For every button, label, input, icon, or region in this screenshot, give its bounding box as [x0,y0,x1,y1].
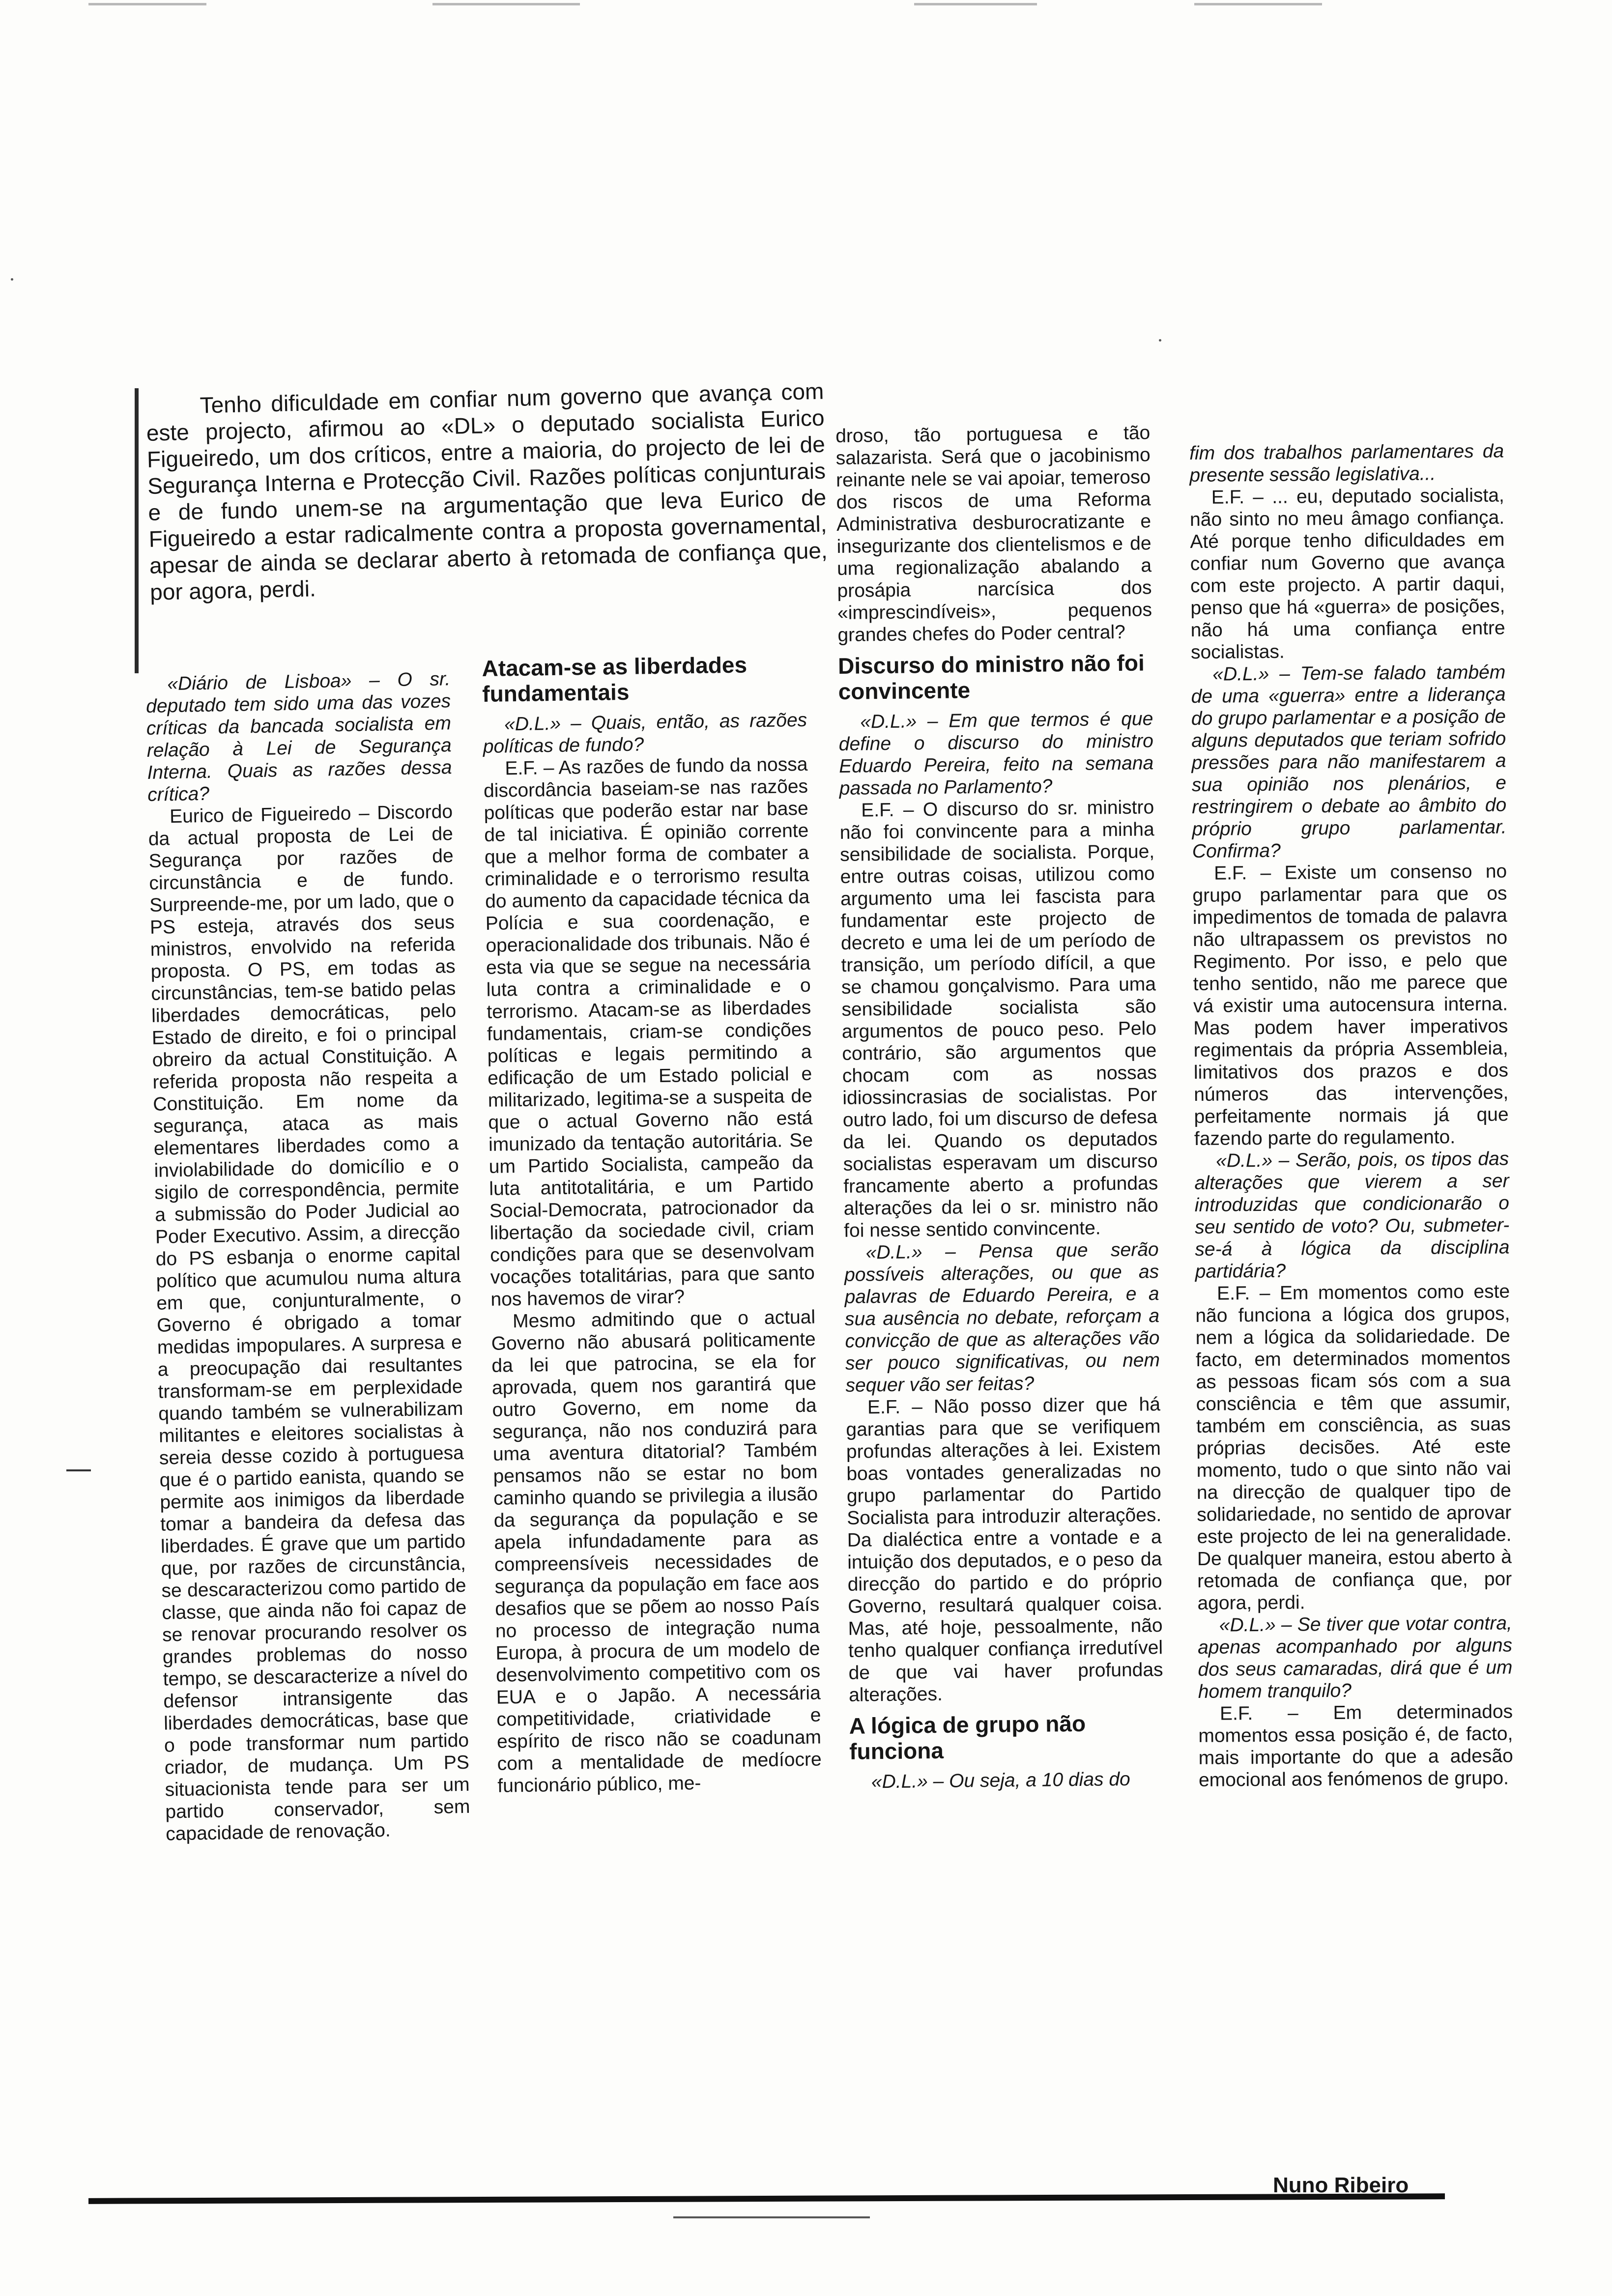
interview-answer: E.F. – O discurso do sr. ministro não foi convincente para a minha sensibilidade de socialista. Porque, entre outras coisas, utilizou como argumento uma lei fascista para fundamentar este projecto de decreto e uma lei de um período de transição, um período difícil, a que se chamou gonçalvismo. Para uma sensibilidade socialista são argumentos de pouco peso. Pelo contrário, são argumentos que chocam com as nossas idiossincrasias de socialistas. Por outro lado, foi um discurso de defesa da lei. Quando os deputados socialistas esperavam um discurso francamente aberto a profundas alterações da lei o sr. ministro não foi nesse sentido convincente. [839,797,1158,1241]
interview-question: «Diário de Lisboa» – O sr. deputado tem sido uma das vozes críticas da bancada socialista em relação à Lei de Segurança Interna. Quais as razões dessa crítica? [145,668,452,805]
interview-question: «D.L.» – Tem-se falado também de uma «guerra» entre a liderança do grupo parlamentar e a posição de alguns deputados que teriam sofrido pressões para não manifestarem a sua opinião nos plenários, e restringirem o debate ao âmbito do próprio grupo parlamentar. Confirma? [1191,661,1507,862]
scan-fold-line [88,3,206,5]
interview-answer: E.F. – ... eu, deputado socialista, não sinto no meu âmago confiança. Até porque tenho dificuldades em confiar num Governo que avança com este projecto. A partir daqui, penso que há «guerra» de posições, não há uma confiança entre socialistas. [1189,485,1505,663]
section-heading: Atacam-se as liberdades fundamentais [482,652,748,707]
section-heading: A lógica de grupo não funciona [849,1710,1086,1764]
interview-question: «D.L.» – Pensa que serão possíveis alterações, ou que as palavras de Eduardo Pereira, e a sua ausência no debate, reforçam a convicção de que as alterações vão ser pouco significativas, ou nem sequer vão ser feitas? [844,1239,1160,1396]
interview-answer: E.F. – Não posso dizer que há garantias para que se verifiquem profundas alterações à lei. Existem boas vontades generalizadas no grupo parlamentar do Partido Socialista para introduzir alterações. Da dialéctica entre a vontade e a intuição dos deputados, e o peso da direcção do partido e do próprio Governo, resultará qualquer coisa. Mas, até hoje, pessoalmente, não tenho qualquer confiança irredutível de que vai haver profundas alterações. [846,1394,1163,1706]
interview-question: «D.L.» – Serão, pois, os tipos das alterações que vierem a ser introduzidas que condicionarão o seu sentido de voto? Ou, submeter-se-á à lógica da disciplina partidária? [1194,1148,1510,1282]
interview-question: «D.L.» – Em que termos é que define o discurso do ministro Eduardo Pereira, feito na semana passada no Parlamento? [838,708,1154,799]
scan-fold-line [432,3,580,5]
interview-question: «D.L.» – Se tiver que votar contra, apenas acompanhado por alguns dos seus camaradas, dirá que é um homem tranquilo? [1197,1612,1513,1702]
column-2 [482,644,822,1797]
interview-answer: E.F. – Em momentos como este não funciona a lógica dos grupos, nem a lógica da solidariedade. De facto, em determinados momentos as pessoas ficam sós com a sua consciência e têm que assumir, também em consciência, as suas próprias decisões. Até este momento, tudo o que sinto não vai na direcção de qualquer tipo de solidariedade, no sentido de aprovar este projecto de lei na generalidade. De qualquer maneira, estou aberto à retomada de confiança que, por agora, perdi. [1195,1281,1512,1614]
interview-question: «D.L.» – Quais, então, as razões políticas de fundo? [483,709,807,757]
section-heading: Discurso do ministro não foi convincente [837,650,1145,704]
interview-answer: E.F. – Em determinados momentos essa posição é, de facto, mais importante do que a adesão emocional aos fenómenos de grupo. [1198,1701,1513,1791]
interview-question: «D.L.» – Ou seja, a 10 dias do [871,1768,1130,1793]
byline: Nuno Ribeiro [1273,2173,1409,2197]
bottom-short-rule [673,2216,870,2218]
scan-speck [1159,339,1161,342]
bottom-rule [88,2193,1445,2204]
interview-answer: droso, tão portuguesa e tão salazarista. Será que o jacobinismo reinante nele se vai apoiar, temeroso dos riscos de uma Reforma Administrativa desburocratizante e insegurizante dos clientelismos e de uma regionalização abalando a prosápia narcísica dos «imprescindíveis», pequenos grandes chefes do Poder central? [835,422,1152,646]
article-lead [145,378,828,605]
interview-answer: E.F. – Existe um consenso no grupo parlamentar para que os impedimentos de tomada de palavra não ultrapassem os previstos no Regimento. Por isso, e pelo que tenho sentido, não me parece que vá existir uma autocensura interna. Mas podem haver imperativos regimentais da própria Assembleia, limitativos dos prazos e dos números das intervenções, perfeitamente normais já que fazendo parte do regulamento. [1192,861,1509,1149]
interview-answer: Eurico de Figueiredo – Discordo da actual proposta de Lei de Segurança por razões de circunstância e de fundo. Surpreende-me, por um lado, que o PS esteja, através dos seus ministros, envolvido na referida proposta. O PS, em todas as circunstâncias, tem-se batido pelas liberdades democráticas, pelo Estado de direito, e foi o principal obreiro da actual Constituição. A referida proposta não respeita a Constituição. Em nome da segurança, ataca as mais elementares liberdades como a inviolabilidade do domicílio e o sigilo de correspondência, permite a submissão do Poder Judicial ao Poder Executivo. Assim, a direcção do PS esbanja o enorme capital político que acumulou numa altura em que, conjunturalmente, o Governo é obrigado a tomar medidas impopulares. A surpresa e a preocupação dai resultantes transformam-se em perplexidade quando também se vulnerabilizam militantes e eleitores socialistas à sereia desse cozido à portuguesa que é o partido eanista, quando se permite aos inimigos da liberdade tomar a bandeira da defesa das liberdades. É grave que um partido que, por razões de circunstância, se descaracterizou como partido de classe, que ainda não foi capaz de se renovar procurando resolver os grandes problemas do nosso tempo, se descaracterize a nível do defensor intransigente das liberdades democráticas, base que o pode transformar num partido criador, de mudança. Um PS situacionista tende para ser um partido conservador, sem capacidade de renovação. [148,801,470,1845]
column-1 [145,668,471,1845]
intro-margin-bar [135,388,139,673]
interview-answer: E.F. – As razões de fundo da nossa discordância baseiam-se nas razões políticas que poderão estar nar base de tal iniciativa. É opinião corrente que a melhor forma de combater a criminalidade e o terrorismo resulta do aumento da capacidade técnica da Polícia e sua coordenação, e operacionalidade dos tribunais. Não é esta via que se segue na necessária luta contra a criminalidade e o terrorismo. Atacam-se as liberdades fundamentais, criam-se condições políticas e legais permitindo a edificação de um Estado policial e militarizado, legitima-se a suspeita de que o actual Governo não está imunizado da tentação autoritária. Se um Partido Socialista, campeão da luta antitotalitária, e um Partido Social-Democrata, patrocionador da libertação da sociedade civil, criam condições para que se desenvolvam vocações totalitárias, para que santo nos havemos de virar? [483,753,815,1310]
scan-fold-line [1194,3,1322,5]
column-4 [1189,440,1513,1791]
column-3 [835,422,1164,1793]
scan-fold-line [914,3,1037,5]
interview-question: fim dos trabalhos parlamentares da presente sessão legislativa... [1189,440,1504,486]
margin-mark [66,1469,91,1471]
lead-paragraph: Tenho dificuldade em confiar num governo que avança com este projecto, afirmou ao «DL» o deputado socialista Eurico Figueiredo, um dos críticos, entre a maioria, do projecto de lei de Segurança Interna e Protecção Civil. Razões políticas conjunturais e de fundo unem-se na argumentação que leva Eurico de Figueiredo a estar radicalmente contra a proposta governamental, apesar de ainda se declarar aberto à retomada de confiança que, por agora, perdi. [146,378,828,605]
scan-speck [11,278,13,281]
interview-answer: Mesmo admitindo que o actual Governo não abusará politicamente da lei que patrocina, se ela for aprovada, quem nos garantirá que outro Governo, em nome da segurança, não nos conduzirá para uma aventura ditatorial? Também pensamos não se estar no bom caminho quando se privilegia a ilusão da segurança da população e se apela infundadamente para as compreensíveis necessidades de segurança da população em face aos desafios que se põem ao nosso País no processo de integração numa Europa, à procura de um modelo de desenvolvimento competitivo com os EUA e o Japão. A necessária competitividade, criatividade e espírito de risco não se coadunam com a mentalidade de medíocre funcionário público, me- [491,1306,822,1797]
